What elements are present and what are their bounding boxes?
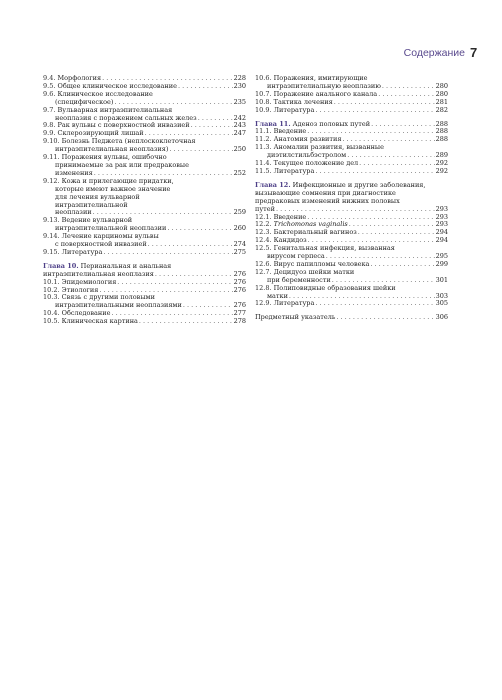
toc-entry-title: Поражения вульвы, ошибочно [61, 153, 167, 162]
toc-entry-number: 10.9. [255, 105, 272, 114]
toc-leader-dots [117, 279, 232, 287]
toc-entry-title: принимаемые за рак или предраковые [55, 160, 189, 169]
toc-entry-title: Вульварная интраэпителиальная [57, 105, 173, 114]
toc-entry-title: для лечения вульварной [55, 192, 140, 201]
toc-entry-title: Клиническая картина [61, 317, 138, 326]
toc-entry-number: 9.6. [43, 89, 56, 98]
toc-page-number: 301 [435, 275, 448, 284]
toc-entry[interactable] [255, 168, 448, 176]
toc-entry-number: 12.2. [255, 220, 272, 229]
toc-page-number: 259 [233, 208, 246, 217]
toc-entry-number: 9.13. [43, 216, 60, 225]
toc-page-number: 306 [435, 313, 448, 322]
toc-leader-dots [336, 314, 434, 322]
toc-page-number: 293 [435, 204, 448, 213]
toc-entry-title: Кандидоз [273, 236, 307, 245]
toc-entry-title: Литература [273, 299, 315, 308]
toc-entry-number: 10.6. [255, 74, 272, 82]
toc-entry-title: которые имеют важное значение [55, 184, 171, 193]
toc-chapter-entry[interactable] [43, 263, 246, 279]
toc-entry-number: 10.3. [43, 293, 60, 302]
toc-leader-dots [378, 91, 434, 99]
toc-entry-title: изменения [55, 168, 93, 177]
toc-page-number: 294 [435, 236, 448, 245]
toc-entry-title: Склерозирующий лишай [57, 129, 144, 138]
toc-leader-dots [359, 160, 434, 168]
toc-entry-title: диэтилстильбэстролом [267, 151, 347, 160]
toc-leader-dots [148, 241, 233, 249]
toc-entry-title: Литература [273, 105, 315, 114]
toc-entry[interactable] [255, 300, 448, 308]
toc-entry[interactable] [255, 75, 448, 91]
toc-leader-dots [155, 271, 233, 279]
toc-page-number: 292 [435, 159, 448, 168]
toc-entry-number: 9.11. [43, 153, 60, 162]
toc-entry-title: Лечение карциномы вульвы [61, 232, 159, 241]
toc-entry-title: Кожа и прилегающие придатки, [61, 176, 174, 185]
toc-entry-title: Вирус папилломы человека [273, 259, 370, 268]
toc-entry-number: 9.15. [43, 247, 60, 256]
toc-entry-number: 12.5. [255, 244, 272, 253]
toc-page-number: 292 [435, 166, 448, 175]
toc-entry-number: 10.5. [43, 317, 60, 326]
toc-chapter-entry[interactable] [255, 314, 448, 322]
toc-entry[interactable] [43, 178, 246, 218]
toc-entry[interactable] [43, 249, 246, 257]
toc-entry-title: Рак вульвы с поверхностной инвазией [57, 121, 190, 130]
toc-entry-title: Ведение вульварной [61, 216, 133, 225]
toc-entry[interactable] [43, 294, 246, 310]
toc-entry[interactable] [43, 154, 246, 178]
toc-page-number: 276 [233, 301, 246, 310]
toc-entry[interactable] [43, 107, 246, 123]
toc-leader-dots [191, 122, 233, 130]
toc-entry-number: 12.8. [255, 283, 272, 292]
toc-entry-title: Морфология [57, 74, 102, 82]
toc-entry-number: 10.1. [43, 277, 60, 286]
toc-entry-title: Предметный указатель [255, 313, 336, 322]
toc-page-number: 242 [233, 113, 246, 122]
toc-entry[interactable] [255, 107, 448, 115]
toc-entry-title: Болезнь Педжета (неплоскоклеточная [61, 137, 196, 146]
toc-page-number: 288 [435, 127, 448, 136]
toc-entry-number: 10.4. [43, 309, 60, 318]
toc-entry[interactable] [43, 138, 246, 154]
toc-right-column [255, 75, 448, 322]
toc-entry-number: 12.3. [255, 228, 272, 237]
toc-entry[interactable] [43, 91, 246, 107]
toc-page-number: 247 [233, 129, 246, 138]
toc-entry-title: с поверхностной инвазией [55, 240, 147, 249]
toc-leader-dots [103, 249, 232, 257]
toc-page-number: 260 [233, 224, 246, 233]
toc-entry-number: 9.5. [43, 81, 56, 90]
toc-page-number: 282 [435, 105, 448, 114]
toc-entry-number: 12.4. [255, 236, 272, 245]
toc-page-number: 277 [233, 309, 246, 318]
toc-chapter-entry[interactable] [255, 182, 448, 214]
toc-entry-title: неоплазия с поражением сальных желез [55, 113, 197, 122]
toc-entry-title: Trichomonas vaginalis [273, 220, 348, 229]
toc-entry-number: 12.7. [255, 267, 272, 276]
toc-leader-dots [358, 229, 435, 237]
toc-page-number: 276 [233, 277, 246, 286]
toc-leader-dots [139, 318, 233, 326]
toc-entry-title: неоплазии [55, 208, 92, 217]
toc-entry-number: 9.10. [43, 137, 60, 146]
toc-entry-title: вызывающие сомнения при диагностике [255, 188, 396, 197]
toc-leader-dots [167, 225, 232, 233]
toc-entry-title: Полиповидные образования шейки [273, 283, 396, 292]
toc-entry[interactable] [43, 318, 246, 326]
toc-entry-title: Введение [273, 212, 307, 221]
toc-leader-dots [315, 107, 434, 115]
toc-page-number: 288 [435, 135, 448, 144]
toc-entry-title: Аномалии развития, вызванные [273, 143, 384, 152]
toc-entry-title: Тактика лечения [273, 97, 333, 106]
toc-page-number: 293 [435, 212, 448, 221]
toc-entry-number: 12.1. [255, 212, 272, 221]
toc-page-number: 289 [435, 151, 448, 160]
toc-entry-number: 9.9. [43, 129, 56, 138]
toc-entry-number: 12.6. [255, 259, 272, 268]
toc-page-number: 305 [435, 299, 448, 308]
page-number: 7 [470, 45, 478, 60]
toc-entry[interactable] [43, 233, 246, 249]
toc-entry-number: 11.3. [255, 143, 272, 152]
toc-page-number: 278 [233, 317, 246, 326]
toc-entry-number: 9.8. [43, 121, 56, 130]
toc-entry-title: Введение [273, 127, 307, 136]
toc-page-number: 303 [435, 291, 448, 300]
toc-leader-dots [198, 115, 233, 123]
toc-leader-dots [169, 146, 232, 154]
toc-entry-number: 11.1. [255, 127, 272, 136]
toc-entry-title: Общее клиническое исследование [57, 81, 177, 90]
toc-page-number: 250 [233, 145, 246, 154]
toc-entry-title: Бактериальный вагиноз [273, 228, 357, 237]
toc-leader-dots [382, 83, 435, 91]
toc-entry-number: 12.9. [255, 299, 272, 308]
toc-page-number: 295 [435, 252, 448, 261]
toc-entry-number: 11.5. [255, 166, 272, 175]
toc-leader-dots [178, 83, 233, 91]
toc-entry-number: 11.4. [255, 159, 272, 168]
toc-entry-title: при беременности [267, 275, 331, 284]
toc-entry-number: 10.8. [255, 97, 272, 106]
toc-page-number: 280 [435, 89, 448, 98]
toc-page-number: 281 [435, 97, 448, 106]
toc-leader-dots [370, 261, 434, 269]
toc-page-number: 230 [233, 81, 246, 90]
toc-entry[interactable] [255, 285, 448, 301]
toc-entry-title: Аденоз половых путей [292, 119, 371, 128]
toc-page-number: 243 [233, 121, 246, 130]
toc-leader-dots [347, 152, 434, 160]
toc-entry-title: интраэпителиальную неоплазию [267, 81, 381, 90]
toc-page-number: 276 [233, 285, 246, 294]
toc-entry-title: матки [267, 291, 288, 300]
toc-page-number: 293 [435, 220, 448, 229]
toc-left-column [43, 75, 246, 326]
toc-page-number: 228 [233, 74, 246, 82]
toc-entry-number: 9.7. [43, 105, 56, 114]
toc-entry-title: Обследование [61, 309, 111, 318]
toc-entry-title: Клиническое исследование [57, 89, 153, 98]
toc-entry-number: 9.12. [43, 176, 60, 185]
toc-entry-number: 9.14. [43, 232, 60, 241]
toc-entry-title: интраэпителиальной [55, 200, 128, 209]
toc-entry-title: Этиология [61, 285, 99, 294]
toc-entry-title: вирусом герпеса [267, 252, 325, 261]
toc-entry[interactable] [43, 217, 246, 233]
toc-entry-title: Децидуоз шейки матки [273, 267, 355, 276]
toc-entry-number: Глава 10. [43, 261, 79, 270]
toc-leader-dots [349, 221, 435, 229]
toc-page-number: 294 [435, 228, 448, 237]
toc-leader-dots [334, 99, 435, 107]
toc-entry-title: Эпидемиология [61, 277, 117, 286]
toc-entry-title: Инфекционные и другие заболевания, [292, 180, 426, 189]
toc-page-number: 274 [233, 240, 246, 249]
toc-entry-title: интраэпителиальными неоплазиями [55, 301, 182, 310]
toc-entry-title: путей [255, 204, 275, 213]
toc-entry[interactable] [255, 144, 448, 160]
toc-page-number: 275 [233, 247, 246, 256]
toc-entry-title: Перианальная и анальная [80, 261, 172, 270]
toc-leader-dots [315, 168, 434, 176]
toc-entry-title: Литература [61, 247, 103, 256]
toc-entry-title: Генитальная инфекция, вызванная [273, 244, 395, 253]
toc-entry-title: интраэпителиальная неоплазия [43, 269, 154, 278]
toc-page-number: 280 [435, 81, 448, 90]
toc-entry-number: 11.2. [255, 135, 272, 144]
running-header-title: Содержание [403, 47, 465, 59]
toc-entry-title: интраэпителиальная неоплазия) [55, 145, 169, 154]
toc-entry-title: Литература [273, 166, 315, 175]
toc-entry-title: предраковых изменений нижних половых [255, 196, 400, 205]
toc-entry-number: 10.2. [43, 285, 60, 294]
toc-entry-number: 10.7. [255, 89, 272, 98]
toc-entry-title: Поражение анального канала [273, 89, 378, 98]
toc-entry[interactable] [255, 269, 448, 285]
toc-entry-title: Текущее положение дел [273, 159, 359, 168]
toc-entry-number: Глава 11. [255, 119, 291, 128]
toc-entry-title: интраэпителиальной неоплазии [55, 224, 167, 233]
toc-entry-number: Глава 12. [255, 180, 291, 189]
toc-page-number: 235 [233, 97, 246, 106]
toc-entry-title: Связь с другими половыми [61, 293, 155, 302]
toc-page-number: 299 [435, 259, 448, 268]
toc-leader-dots [183, 302, 233, 310]
toc-page-number: 288 [435, 119, 448, 128]
toc-page-number: 252 [233, 168, 246, 177]
toc-entry-number: 9.4. [43, 74, 56, 82]
toc-entry-title: (специфическое) [55, 97, 114, 106]
toc-entry-title: Поражения, имитирующие [273, 74, 368, 82]
toc-entry[interactable] [255, 245, 448, 261]
toc-page-number: 276 [233, 269, 246, 278]
toc-leader-dots [315, 300, 434, 308]
toc-entry-title: Анатомия развития [273, 135, 342, 144]
toc-leader-dots [371, 121, 434, 129]
